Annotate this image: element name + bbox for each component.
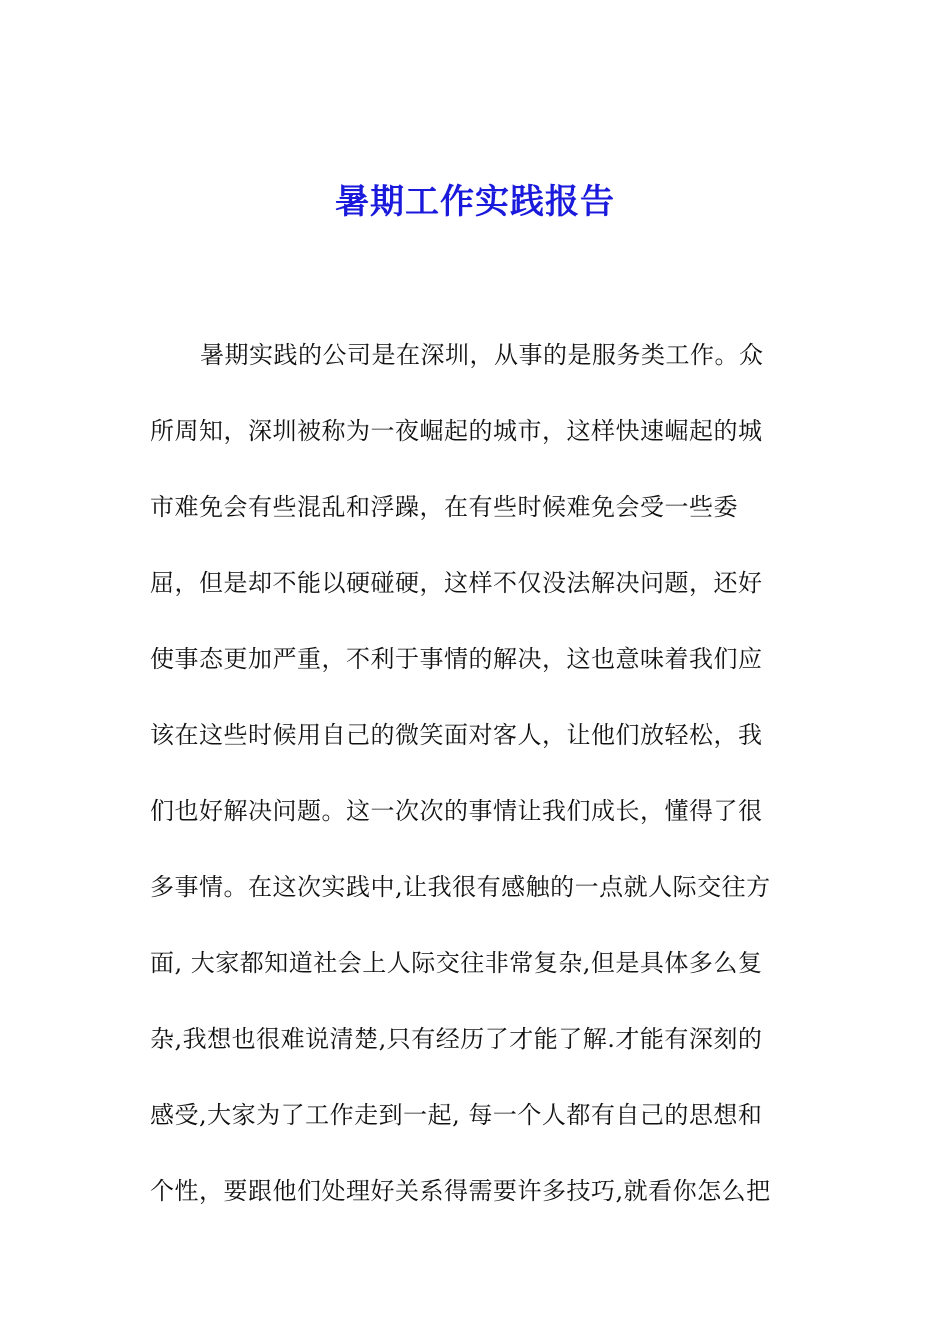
body-line: 使事态更加严重，不利于事情的解决，这也意味着我们应 <box>150 645 763 673</box>
body-line: 感受,大家为了工作走到一起, 每一个人都有自己的思想和 <box>150 1101 763 1129</box>
document-body <box>150 333 810 1245</box>
body-line: 杂,我想也很难说清楚,只有经历了才能了解.才能有深刻的 <box>150 1025 763 1053</box>
document-title: 暑期工作实践报告 <box>335 182 615 222</box>
body-line: 暑期实践的公司是在深圳，从事的是服务类工作。众 <box>200 341 764 369</box>
body-line: 多事情。在这次实践中,让我很有感触的一点就人际交往方 <box>150 873 771 901</box>
body-line: 市难免会有些混乱和浮躁，在有些时候难免会受一些委 <box>150 493 738 521</box>
body-line: 所周知，深圳被称为一夜崛起的城市，这样快速崛起的城 <box>150 417 763 445</box>
body-line: 个性，要跟他们处理好关系得需要许多技巧,就看你怎么把 <box>150 1177 771 1205</box>
body-line: 屈，但是却不能以硬碰硬，这样不仅没法解决问题，还好 <box>150 569 763 597</box>
body-line: 面, 大家都知道社会上人际交往非常复杂,但是具体多么复 <box>150 949 763 977</box>
body-line: 们也好解决问题。这一次次的事情让我们成长，懂得了很 <box>150 797 763 825</box>
body-line: 该在这些时候用自己的微笑面对客人，让他们放轻松，我 <box>150 721 763 749</box>
